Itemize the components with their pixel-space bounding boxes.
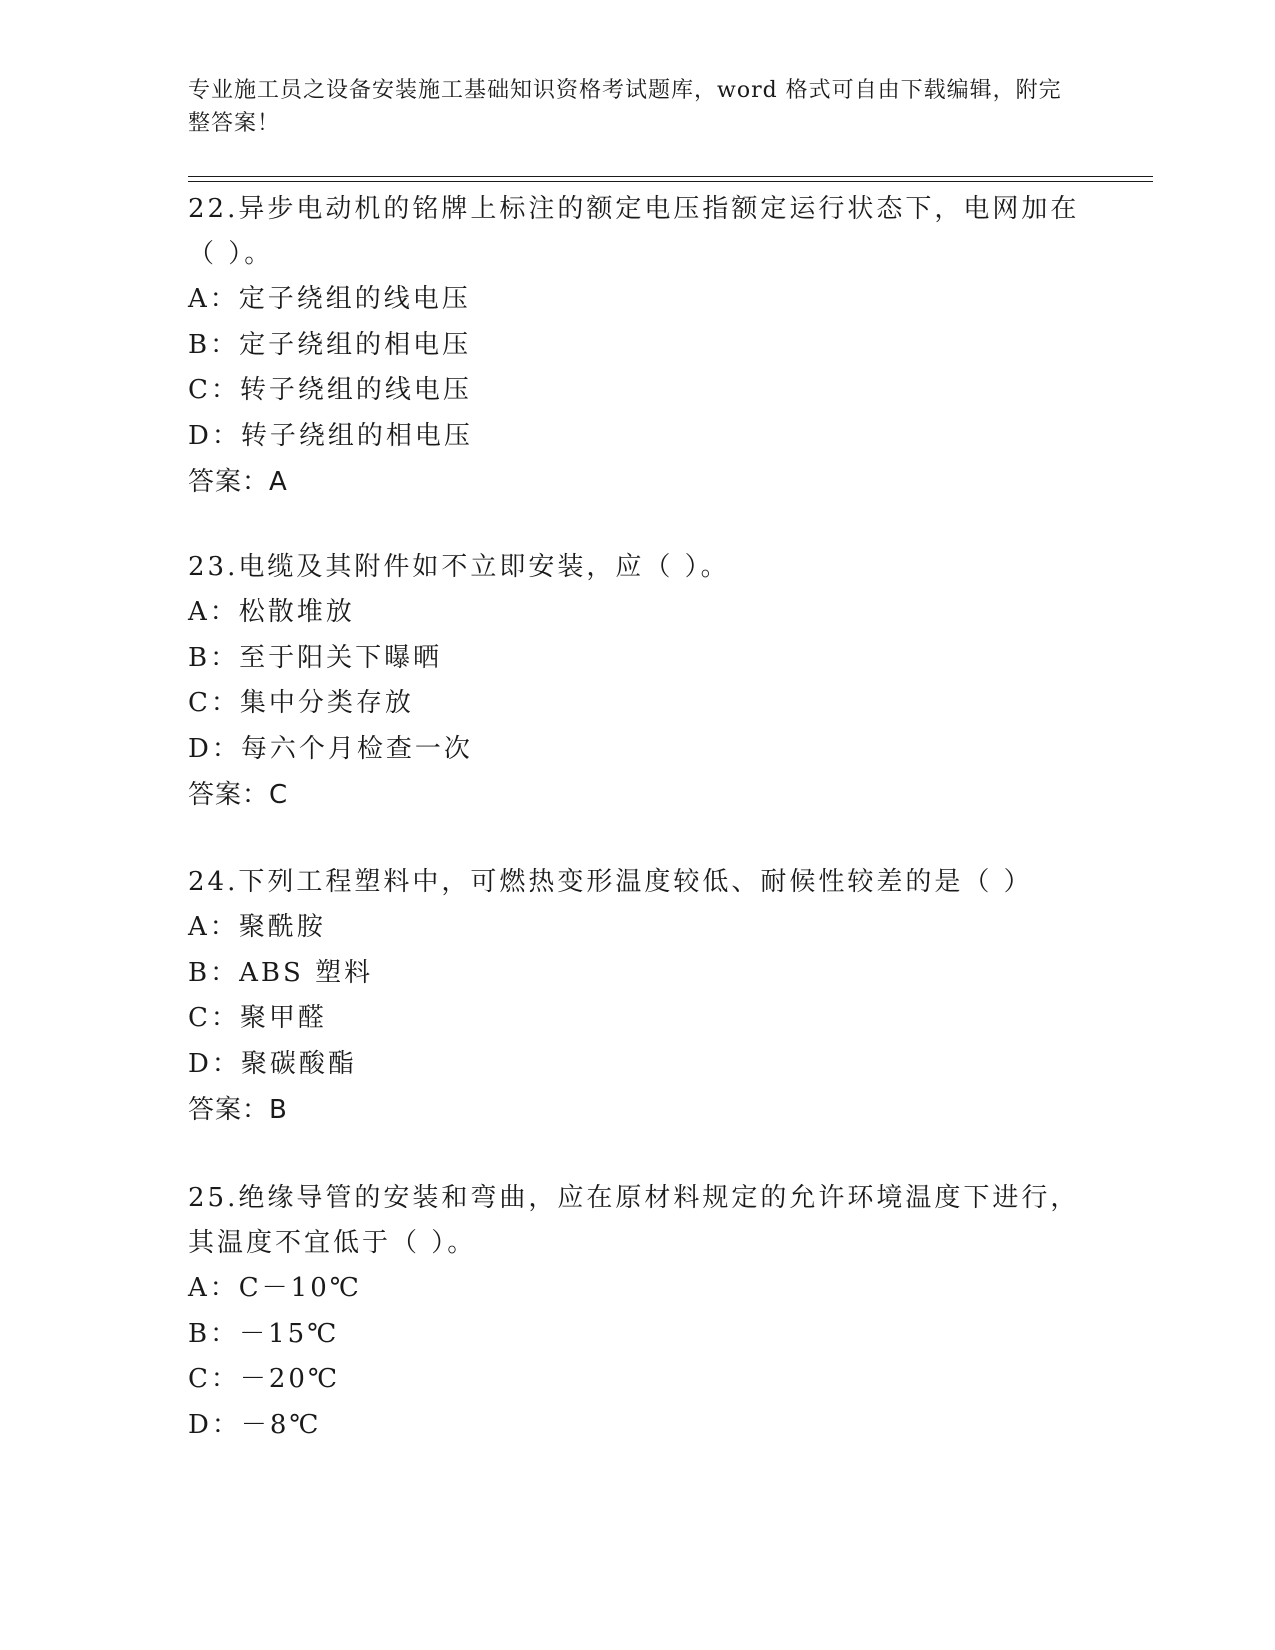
question-22 [188,187,1088,505]
option-c: C：转子绕组的线电压 [188,375,472,405]
option-b: B：ABS 塑料 [188,957,374,988]
option-a: A：聚酰胺 [188,912,326,942]
option-a: A：松散堆放 [188,597,355,627]
question-text: 23.电缆及其附件如不立即安装，应（ ）。 [188,552,730,582]
option-b: B：至于阳关下曝晒 [188,642,443,673]
question-23 [188,545,1088,818]
option-b: B：－15℃ [188,1318,340,1349]
option-d: D：聚碳酸酯 [188,1048,357,1079]
option-c: C：－20℃ [188,1364,341,1394]
option-b: B：定子绕组的相电压 [188,329,472,360]
option-c: C：集中分类存放 [188,688,414,718]
option-d: D：每六个月检查一次 [188,733,473,764]
option-c: C：聚甲醛 [188,1003,327,1033]
answer-label: 答案：C [188,780,289,810]
question-25 [188,1176,1088,1448]
option-a: A：定子绕组的线电压 [188,284,471,314]
answer-label: 答案：B [188,1095,288,1125]
question-text: 24.下列工程塑料中，可燃热变形温度较低、耐候性较差的是（ ） [188,867,1033,897]
question-24 [188,860,1088,1133]
option-d: D：－8℃ [188,1409,322,1440]
option-a: A：C－10℃ [188,1273,362,1303]
header-divider-bottom [188,181,1153,182]
question-text: 22.异步电动机的铭牌上标注的额定电压指额定运行状态下，电网加在（ ）。 [188,194,1080,269]
question-text: 25.绝缘导管的安装和弯曲，应在原材料规定的允许环境温度下进行，其温度不宜低于（ ）。 [188,1183,1080,1258]
document-header: 专业施工员之设备安装施工基础知识资格考试题库，word 格式可自由下载编辑，附完整答案！ [188,78,1062,136]
header-divider-top [188,176,1153,177]
option-d: D：转子绕组的相电压 [188,420,473,451]
answer-label: 答案：A [188,467,288,497]
